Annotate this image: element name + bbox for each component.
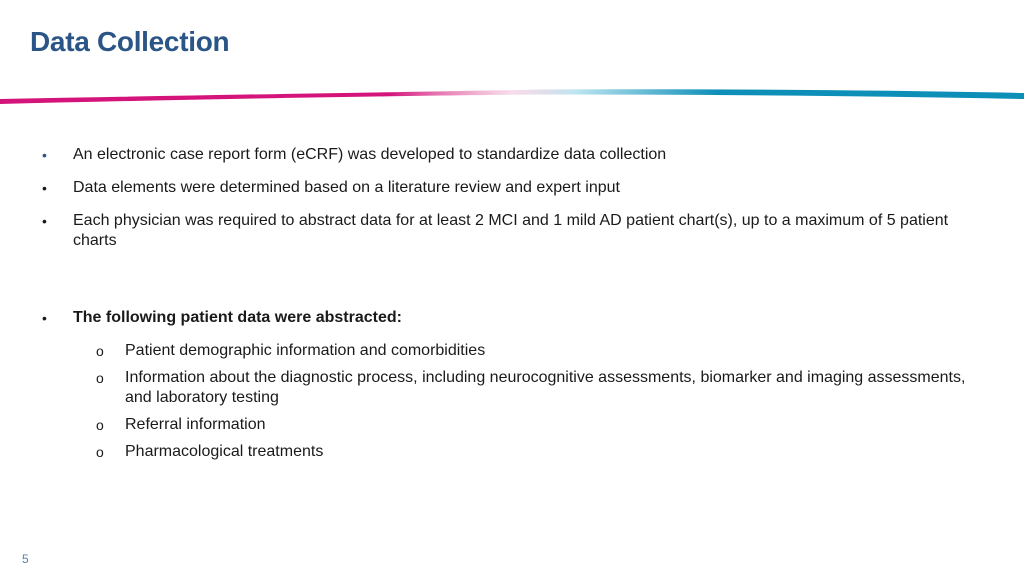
abstracted-sublist <box>96 341 982 462</box>
bullet-marker: • <box>42 310 47 326</box>
bullet-marker: • <box>42 180 47 196</box>
bullet-text: Each physician was required to abstract data for at least 2 MCI and 1 mild AD patient chart(s), up to a maximum of 5 patient charts <box>73 212 949 249</box>
bullet-data-elements <box>42 178 982 198</box>
sub-bullet-marker: o <box>96 417 104 433</box>
bullet-abstracted-heading <box>42 308 982 328</box>
sublist-text: Pharmacological treatments <box>125 443 324 460</box>
header-swoosh-divider <box>0 80 1024 110</box>
bullet-physician-requirement <box>42 211 982 251</box>
sublist-text: Referral information <box>125 416 266 433</box>
sub-bullet-marker: o <box>96 370 104 386</box>
bullet-marker: • <box>42 147 47 163</box>
sublist-item <box>96 442 982 462</box>
content-body <box>42 145 982 469</box>
bullet-text: Data elements were determined based on a literature review and expert input <box>73 179 620 196</box>
page-number: 5 <box>22 552 29 566</box>
bullet-text: An electronic case report form (eCRF) was developed to standardize data collection <box>73 146 667 163</box>
sublist-text: Information about the diagnostic process, including neurocognitive assessments, biomarker and imaging assessments, and laboratory testing <box>125 369 966 406</box>
bullet-marker: • <box>42 213 47 229</box>
bullet-ecrf <box>42 145 982 165</box>
sublist-text: Patient demographic information and comorbidities <box>125 342 486 359</box>
sub-bullet-marker: o <box>96 444 104 460</box>
abstracted-heading: The following patient data were abstracted: <box>73 309 402 326</box>
sublist-item <box>96 341 982 361</box>
sub-bullet-marker: o <box>96 343 104 359</box>
sublist-item <box>96 415 982 435</box>
sublist-item <box>96 368 982 408</box>
slide-title: Data Collection <box>30 26 230 57</box>
